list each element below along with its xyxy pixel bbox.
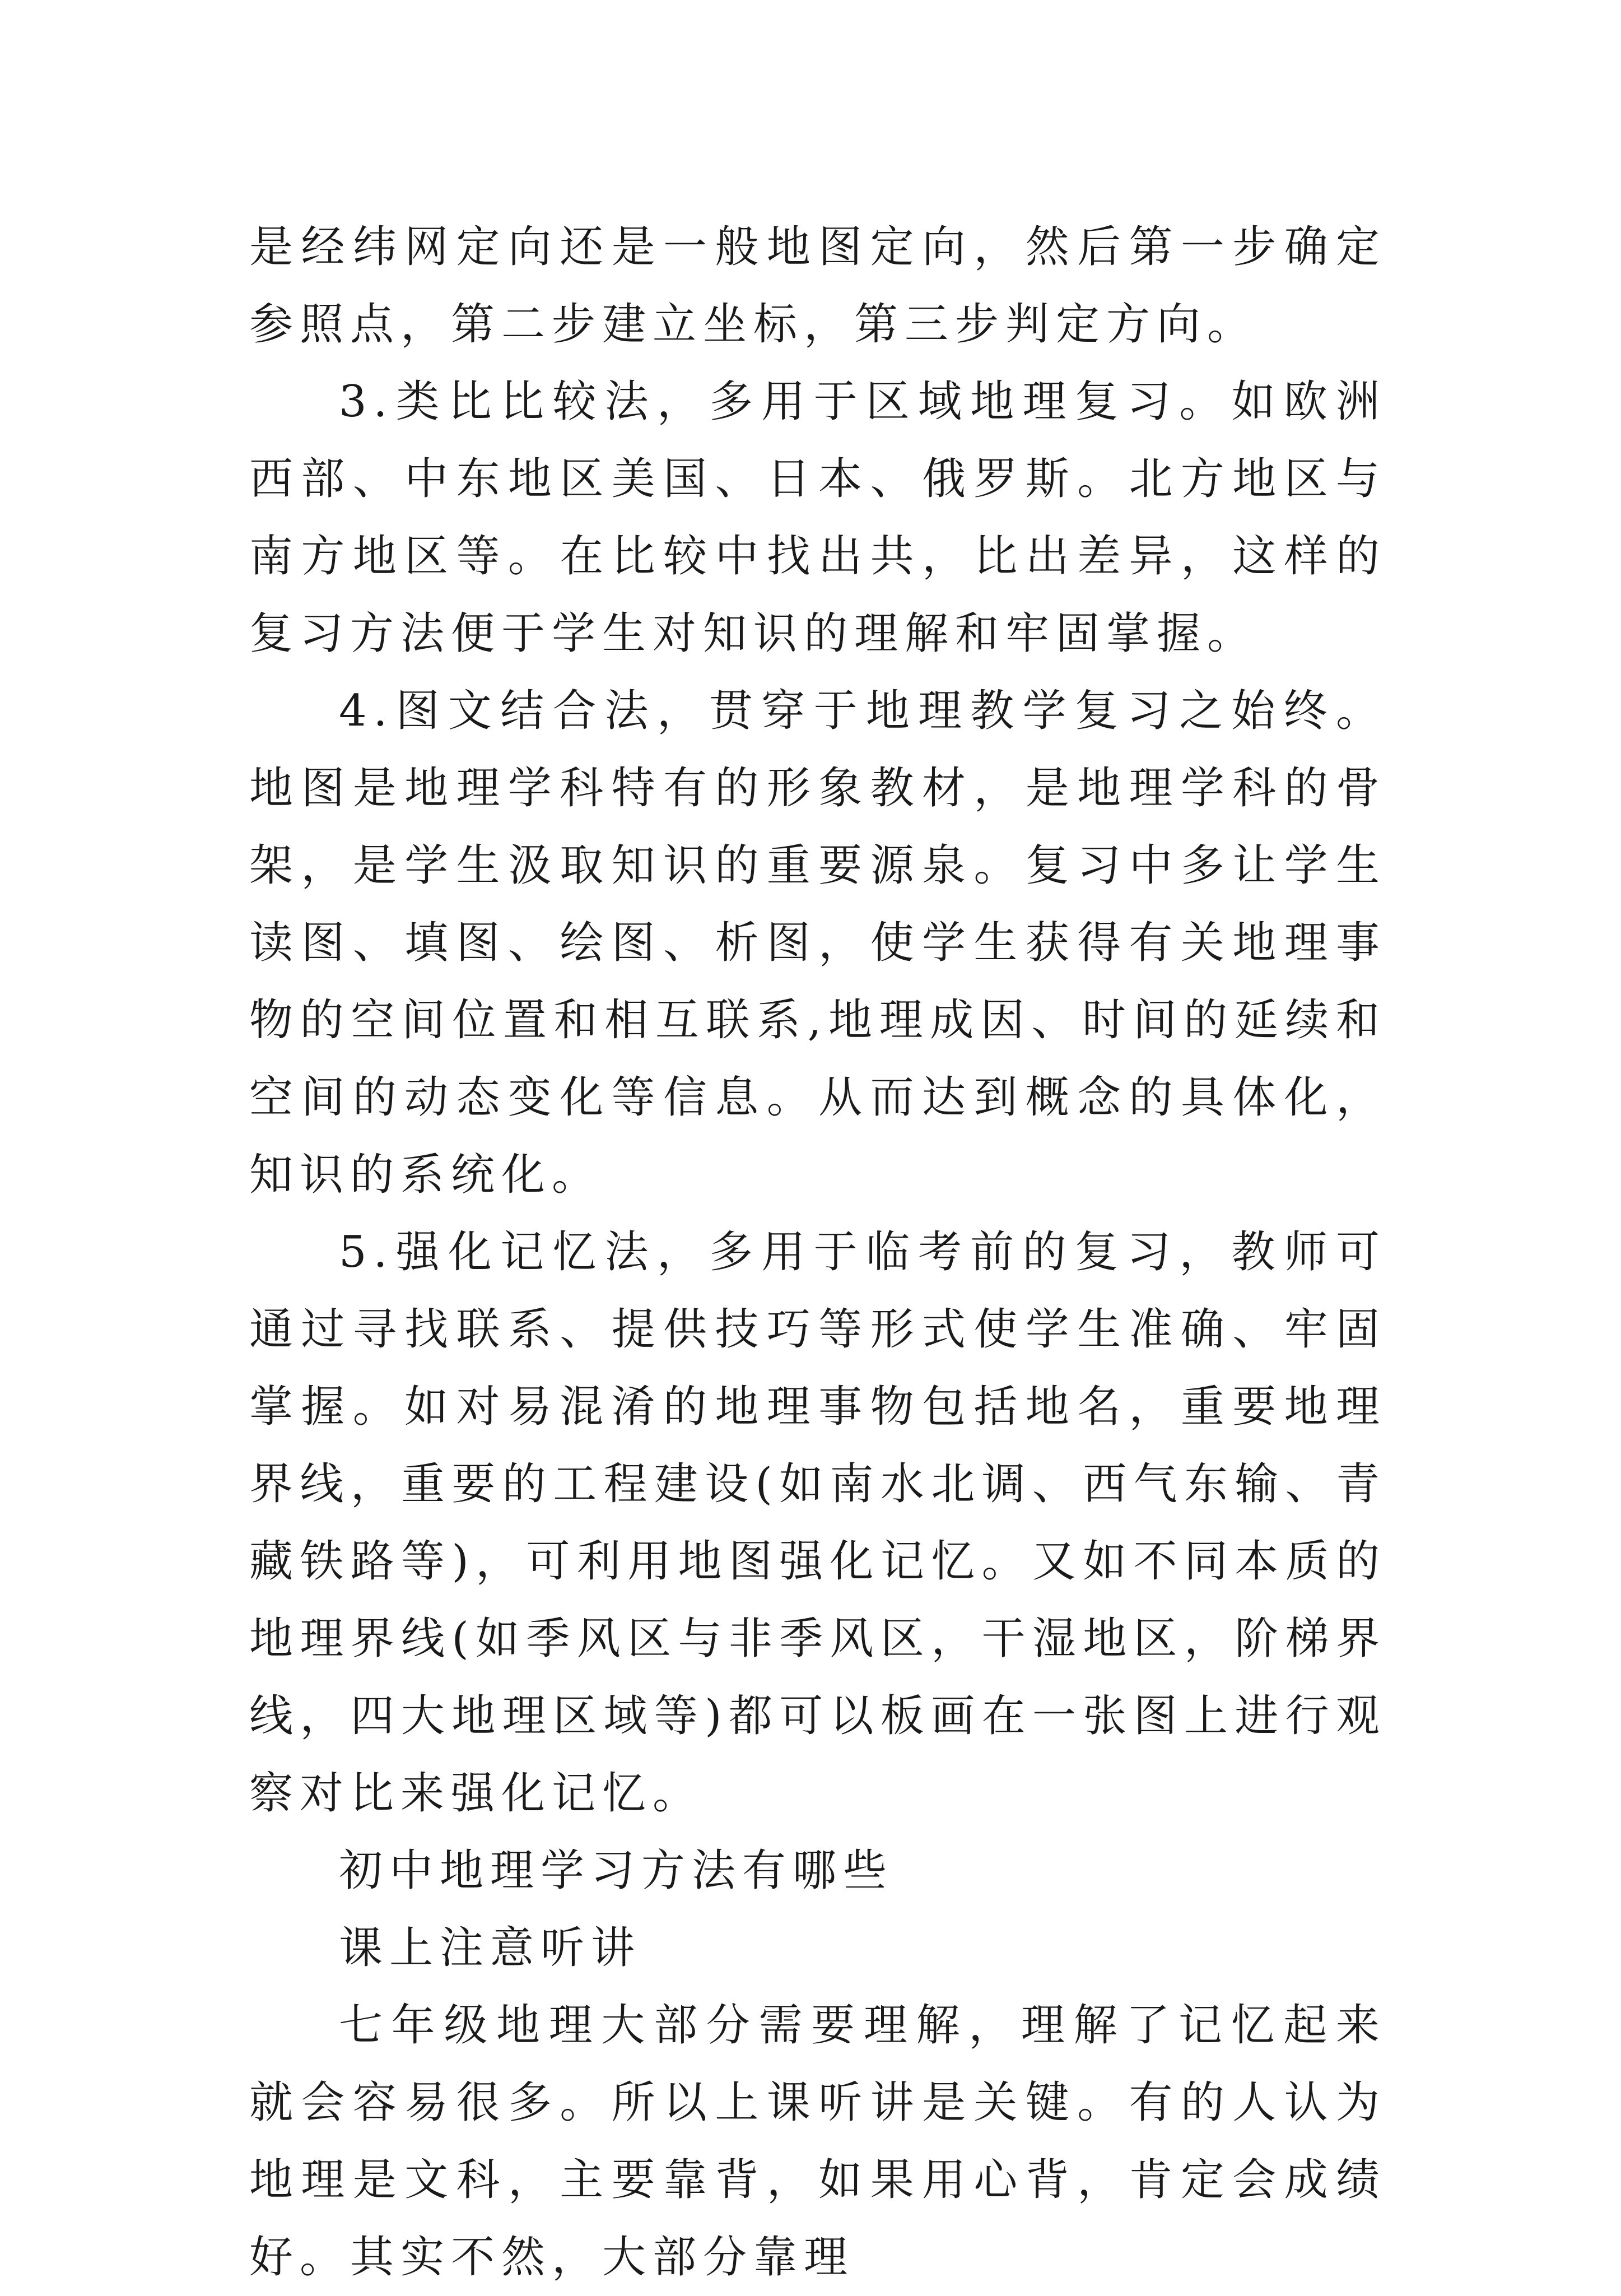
paragraph-listen-in-class: 七年级地理大部分需要理解，理解了记忆起来就会容易很多。所以上课听讲是关键。有的人认为地理是文科，主要靠背，如果用心背，肯定会成绩好。其实不然，大部分靠理 xyxy=(249,2000,1386,2283)
paragraph-map-text-method: 4.图文结合法，贯穿于地理教学复习之始终。地图是地理学科特有的形象教材，是地理学科的骨架，是学生汲取知识的重要源泉。复习中多让学生读图、填图、绘图、析图，使学生获得有关地理事物的空间位置和相互联系,地理成因、时间的延续和空间的动态变化等信息。从而达到概念的具体化，知识的系统化。 xyxy=(249,686,1386,1200)
paragraph-continuation: 是经纬网定向还是一般地图定向，然后第一步确定参照点，第二步建立坐标，第三步判定方向。 xyxy=(249,222,1386,350)
subsection-heading: 课上注意听讲 xyxy=(339,1923,642,1973)
section-heading: 初中地理学习方法有哪些 xyxy=(339,1846,894,1896)
paragraph-memory-method: 5.强化记忆法，多用于临考前的复习，教师可通过寻找联系、提供技巧等形式使学生准确、牢固掌握。如对易混淆的地理事物包括地名，重要地理界线，重要的工程建设(如南水北调、西气东输、青藏铁路等)，可利用地图强化记忆。又如不同本质的地理界线(如季风区与非季风区，干湿地区，阶梯界线，四大地理区域等)都可以板画在一张图上进行观察对比来强化记忆。 xyxy=(249,1227,1386,1819)
paragraph-analogy-method: 3.类比比较法，多用于区域地理复习。如欧洲西部、中东地区美国、日本、俄罗斯。北方地区与南方地区等。在比较中找出共，比出差异，这样的复习方法便于学生对知识的理解和牢固掌握。 xyxy=(249,377,1386,659)
document-page xyxy=(249,208,1386,2296)
